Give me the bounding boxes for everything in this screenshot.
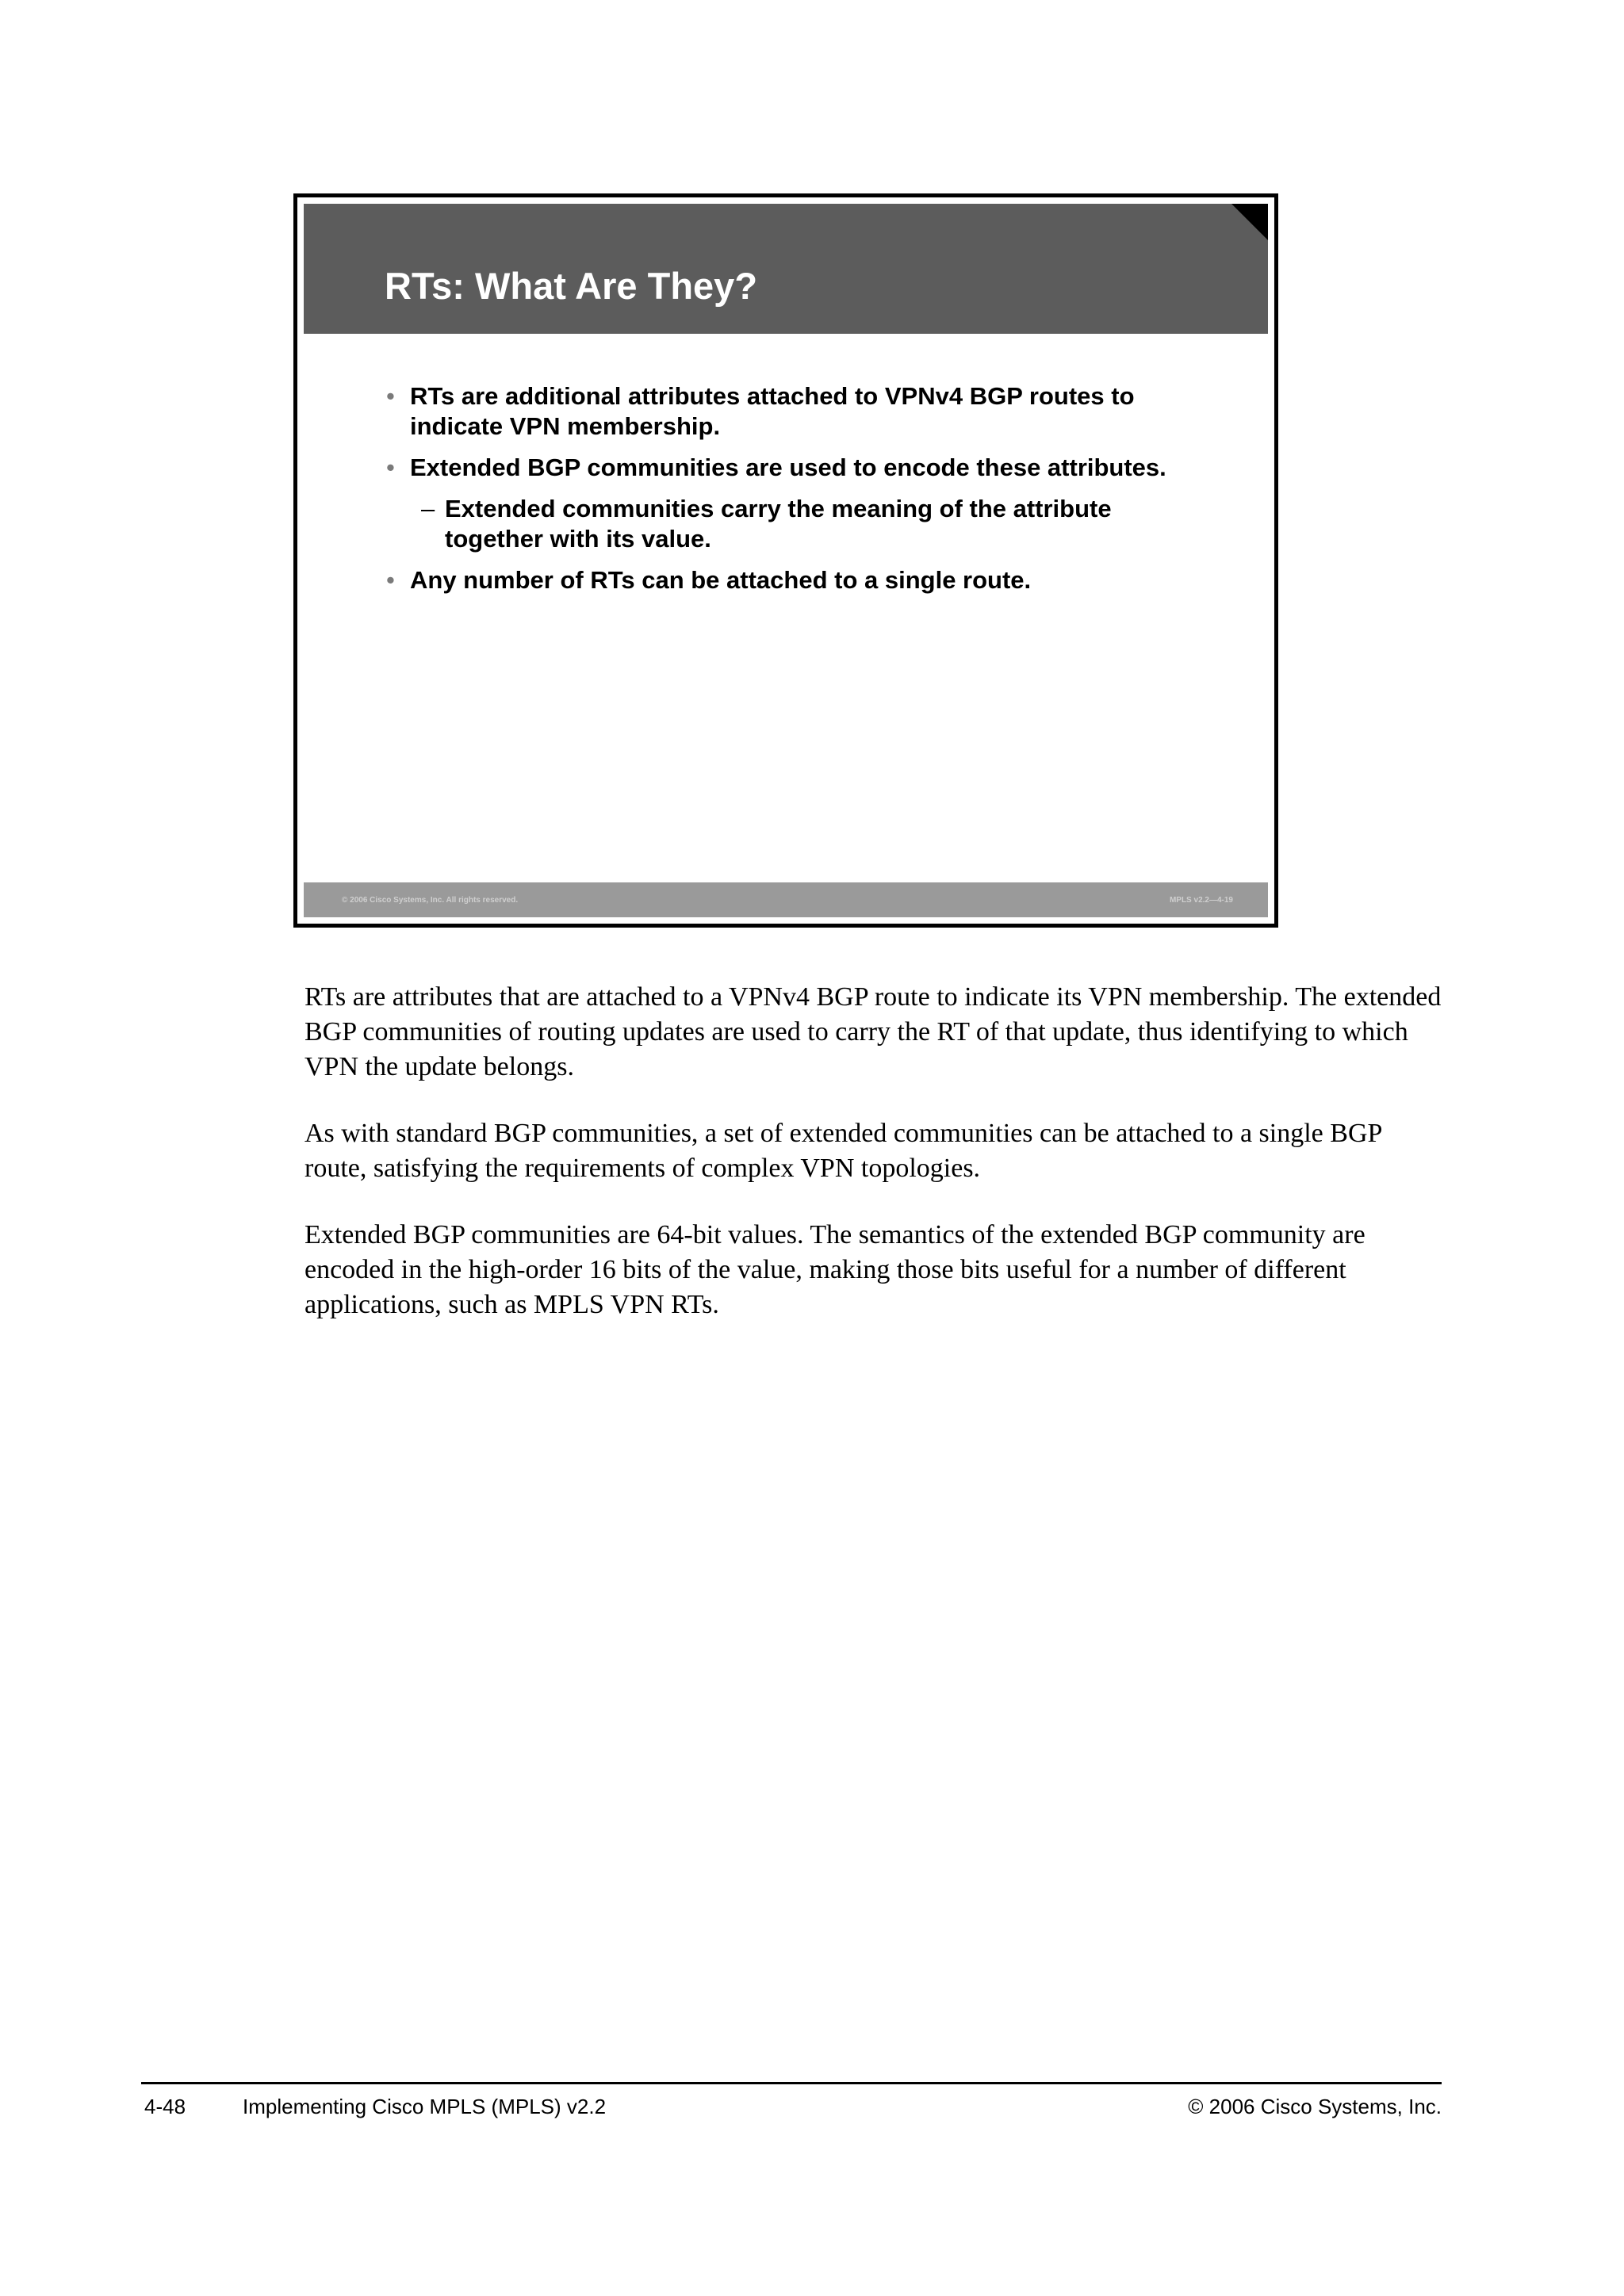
slide-bullet-text: Extended BGP communities are used to encode these attributes. xyxy=(410,453,1166,481)
slide-title: RTs: What Are They? xyxy=(385,265,758,307)
corner-mark-icon xyxy=(1231,204,1268,240)
page-number: 4-48 xyxy=(144,2095,186,2118)
slide-bullet-text: Any number of RTs can be attached to a single route. xyxy=(410,566,1032,594)
slide-bullet-text: RTs are additional attributes attached to VPNv4 BGP routes to indicate VPN membership. xyxy=(410,382,1135,440)
body-paragraph: As with standard BGP communities, a set of extended communities can be attached to a single BGP route, satisfying the requirements of complex VPN topologies. xyxy=(304,1119,1382,1183)
page-copyright: © 2006 Cisco Systems, Inc. xyxy=(1188,2095,1442,2118)
slide-footer xyxy=(304,882,1268,917)
slide-bullet-list xyxy=(386,381,1179,607)
slide-canvas xyxy=(304,204,1268,917)
body-paragraph: Extended BGP communities are 64-bit values. The semantics of the extended BGP community are encoded in the high-order 16 bits of the value, making those bits useful for a number of different applications, such as MPLS VPN RTs. xyxy=(304,1220,1365,1319)
slide xyxy=(293,193,1278,928)
body-text xyxy=(304,980,1446,1354)
bullet-marker: • xyxy=(386,382,395,410)
slide-bullet xyxy=(386,453,1179,483)
slide-bullet xyxy=(386,381,1179,442)
slide-sub-bullet xyxy=(386,494,1179,554)
sub-bullet-marker: – xyxy=(421,495,435,522)
bullet-marker: • xyxy=(386,453,395,481)
slide-sub-bullet-text: Extended communities carry the meaning of the attribute together with its value. xyxy=(445,495,1112,553)
slide-bullet xyxy=(386,565,1179,595)
bullet-marker: • xyxy=(386,566,395,594)
body-paragraph: RTs are attributes that are attached to a VPNv4 BGP route to indicate its VPN membership. The extended BGP communities of routing updates are used to carry the RT of that update, thus identifying to which VPN the update belongs. xyxy=(304,982,1442,1081)
slide-footer-copyright: © 2006 Cisco Systems, Inc. All rights reserved. xyxy=(342,896,519,905)
course-title: Implementing Cisco MPLS (MPLS) v2.2 xyxy=(243,2095,607,2118)
slide-footer-code: MPLS v2.2—4-19 xyxy=(1169,896,1233,905)
footer-rule xyxy=(141,2082,1442,2084)
slide-header xyxy=(304,204,1268,334)
